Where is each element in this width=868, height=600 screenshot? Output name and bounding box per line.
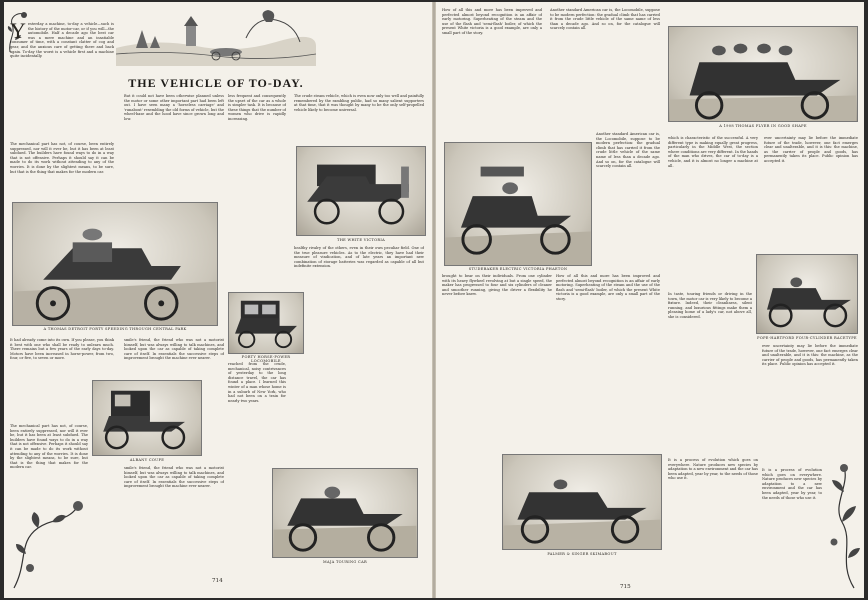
left-column-5: healthy rivalry of the others, even in their own peculiar field. One of the true pleasure vehicles. As to the electric, they have had their measure of vindication, and of late years an important new combination of storage batteries was regarded as capable of all but indefinite extension. <box>294 246 424 269</box>
right-lower-column-5: It is a process of evolution which goes on everywhere. Nature produces new species by adaptation to a new environment and the car has been adapted, year by year, to the needs of those who use it. <box>668 458 758 481</box>
article-title: THE VEHICLE OF TO-DAY. <box>128 76 304 90</box>
caption-open-touring-car: A 1908 THOMAS FLYER IN GOOD SHAPE <box>719 124 807 128</box>
left-page <box>4 2 432 598</box>
right-column-4: ever uncertainty may lie before the immediate future of the trade, however, one fact emerges clear and unalterable, and it is this: the machine, as the carrier of people and goods, has permanently taken its place. Public opinion has accepted it. <box>764 136 858 163</box>
left-lower-column-2b: smile's friend, the friend who was not a motorist himself, but was always willing to talk machines, and looked upon the car as capable of taking complete care of itself. In essentials the successive steps of improvement brought the machine ever nearer. <box>124 466 224 489</box>
page-number-left: 714 <box>212 578 223 584</box>
right-column-2b: Another standard American car is, the Locomobile, suppose to be modern perfection: the gradual climb that has carried it from the crude little vehicle of the same name of less than a decade ago. And so on, for the catalogue will scarcely contain all. <box>596 132 660 169</box>
photo-skimabout <box>502 454 662 550</box>
photo-open-touring-car <box>668 26 858 122</box>
left-column-3: less frequent and consequently the upset of the car as a whole is simpler task. It is because of these things that the number of women who drive is rapidly increasing. <box>228 94 286 121</box>
caption-racetype: POPE-HARTFORD FOUR-CYLINDER RACETYPE <box>757 336 857 340</box>
right-lower-column-2: How of all this and more has been improved and perfected almost beyond recognition is an affair of early motoring. Superheating of the steam and the use of the flash and 'semi-flash' boiler, of which the present White victoria is a good example, are only a small part of the story. <box>556 274 660 301</box>
left-column-4: The crude steam vehicle, which is even now only too well and painfully remembered by the rambling public, had so many salient supporters at that time, that it was thought by many to be the only self-propelled vehicle likely to become universal. <box>294 94 424 112</box>
left-lower-column-2: smile's friend, the friend who was not a motorist himself, but was always willing to talk machines, and looked upon the car as capable of taking complete care of itself. In essentials the successive steps of improvement brought the machine ever nearer. <box>124 338 224 361</box>
caption-electric-victoria: STUDEBAKER ELECTRIC VICTORIA PHAETON <box>468 267 568 271</box>
right-column-2: Another standard American car is, the Locomobile, suppose to be modern perfection: the gradual climb that has carried it from the crude little vehicle of the same name of less than a decade ago. And so on, for the catalogue will scarcely contain all. <box>550 8 660 31</box>
photo-racetype <box>756 254 858 334</box>
left-lower-column-1: It had already come into its own. If you please, you think it best with one who shall be ready to unlearn much. There remains but a few years of the early days to-day. Motors have been increased in horse-power, from two, four, or five, to seven or more. <box>10 338 114 361</box>
photo-limousine <box>228 292 304 354</box>
left-lower-column-3: reached from the crude, mechanical, noisy contrivances of yesterday to the long distance travel, the car has found a place. I learned this winter of a man whose home is in a suburb of New York, who had not been on a train for nearly two years. <box>228 362 286 403</box>
photo-white-victoria <box>296 146 426 236</box>
floral-ornament-bottom-right <box>824 462 862 592</box>
landscape-header-illustration <box>116 8 316 66</box>
magazine-spread <box>4 2 864 598</box>
photo-thomas-touring-car <box>12 202 218 326</box>
right-lower-column-6: It is a process of evolution which goes on everywhere. Nature produces new species by adaptation to a new environment and the car has been adapted, year by year, to the needs of those who use it. <box>762 468 822 500</box>
drop-cap: Y <box>10 22 26 43</box>
page-number-right: 715 <box>620 584 631 590</box>
intro-body: esterday a machine, to-day a vehicle—such is the history of the motor-car, or if you will—the automobile. Half a decade ago the best car was a mere machine and an insatiable consumer of time, with a constant clatter of cog and gear, and the anxious care of getting there and back again. To-day the worst is a vehicle first and a machine quite incidentally. <box>10 22 114 59</box>
caption-thomas-touring-car: A THOMAS DETROIT FORTY SPEEDING THROUGH CENTRAL PARK <box>43 327 187 331</box>
caption-white-victoria: THE WHITE VICTORIA <box>337 238 385 242</box>
photo-coupe <box>92 380 202 456</box>
right-lower-column-3: In taste, touring friends or driving in the town, the motor car is very likely to become a fixture. Indeed, their cleanliness, silent running, and luxurious fittings make them a pleasing home of a lady's car, not above all, she is considered. <box>668 292 752 319</box>
left-column-1: The mechanical part has not, of course, been entirely suppressed, nor will it ever be, but it has been at least subdued. The builders have found ways to do in a way that is not offensive. Perhaps it should say it can be made to do its work without attending to any of the worries. It is done by the slightest means, to be sure, but that is the thing that makes for the modern car. <box>10 142 114 174</box>
caption-coupe: ALBANY COUPE <box>129 458 165 462</box>
left-column-2: But it could not have been otherwise planned unless the motor or some other important part had been left out. I have seen many a 'horseless carriage' and 'runabout' resembling the old forms of vehicle, but the wheel-base and the hood have since grown long and low. <box>124 94 224 121</box>
photo-electric-victoria <box>444 142 592 266</box>
photo-touring-car <box>272 468 418 558</box>
left-lower-column-1b: The mechanical part has not, of course, been entirely suppressed, nor will it ever be, but it has been at least subdued. The builders have found ways to do in a way that is not offensive. Perhaps it should say it can be made to do its work without attending to any of the worries. It is done by the slightest means, to be sure, but that is the thing that makes for the modern car. <box>10 424 88 470</box>
intro-text <box>10 22 114 142</box>
right-lower-column-1: brought to bear on their individuals. From one cylinder with its heavy flywheel revolving at but a single speed, the maker has progressed to four and six cylinders of cleaner and smoother running, giving the driver a flexibility he never before knew. <box>442 274 552 297</box>
right-page <box>436 2 864 598</box>
caption-touring-car: MAJA TOURING CAR <box>323 560 367 564</box>
caption-skimabout: PALMER & SINGER SKIMABOUT <box>547 552 617 556</box>
caption-limousine: FORTY HORSE-POWER LOCOMOBILE <box>241 355 291 363</box>
floral-ornament-bottom-left <box>8 492 88 592</box>
right-column-1: How of all this and more has been improved and perfected almost beyond recognition is an affair of early motoring. Superheating of the steam and the use of the flash and 'semi-flash' boiler, of which the present White victoria is a good example, are only a small part of the story. <box>442 8 542 35</box>
right-lower-column-4: ever uncertainty may lie before the immediate future of the trade, however, one fact emerges clear and unalterable, and it is this: the machine, as the carrier of people and goods, has permanently taken its place. Public opinion has accepted it. <box>762 344 858 367</box>
right-column-3: which is characteristic of the successful. A very different type is making equally great progress, particularly in the Middle West, the section where conditions are very different. In the hands of the man who drives, the car of to-day is a vehicle, and it is almost no longer a machine at all. <box>668 136 758 168</box>
